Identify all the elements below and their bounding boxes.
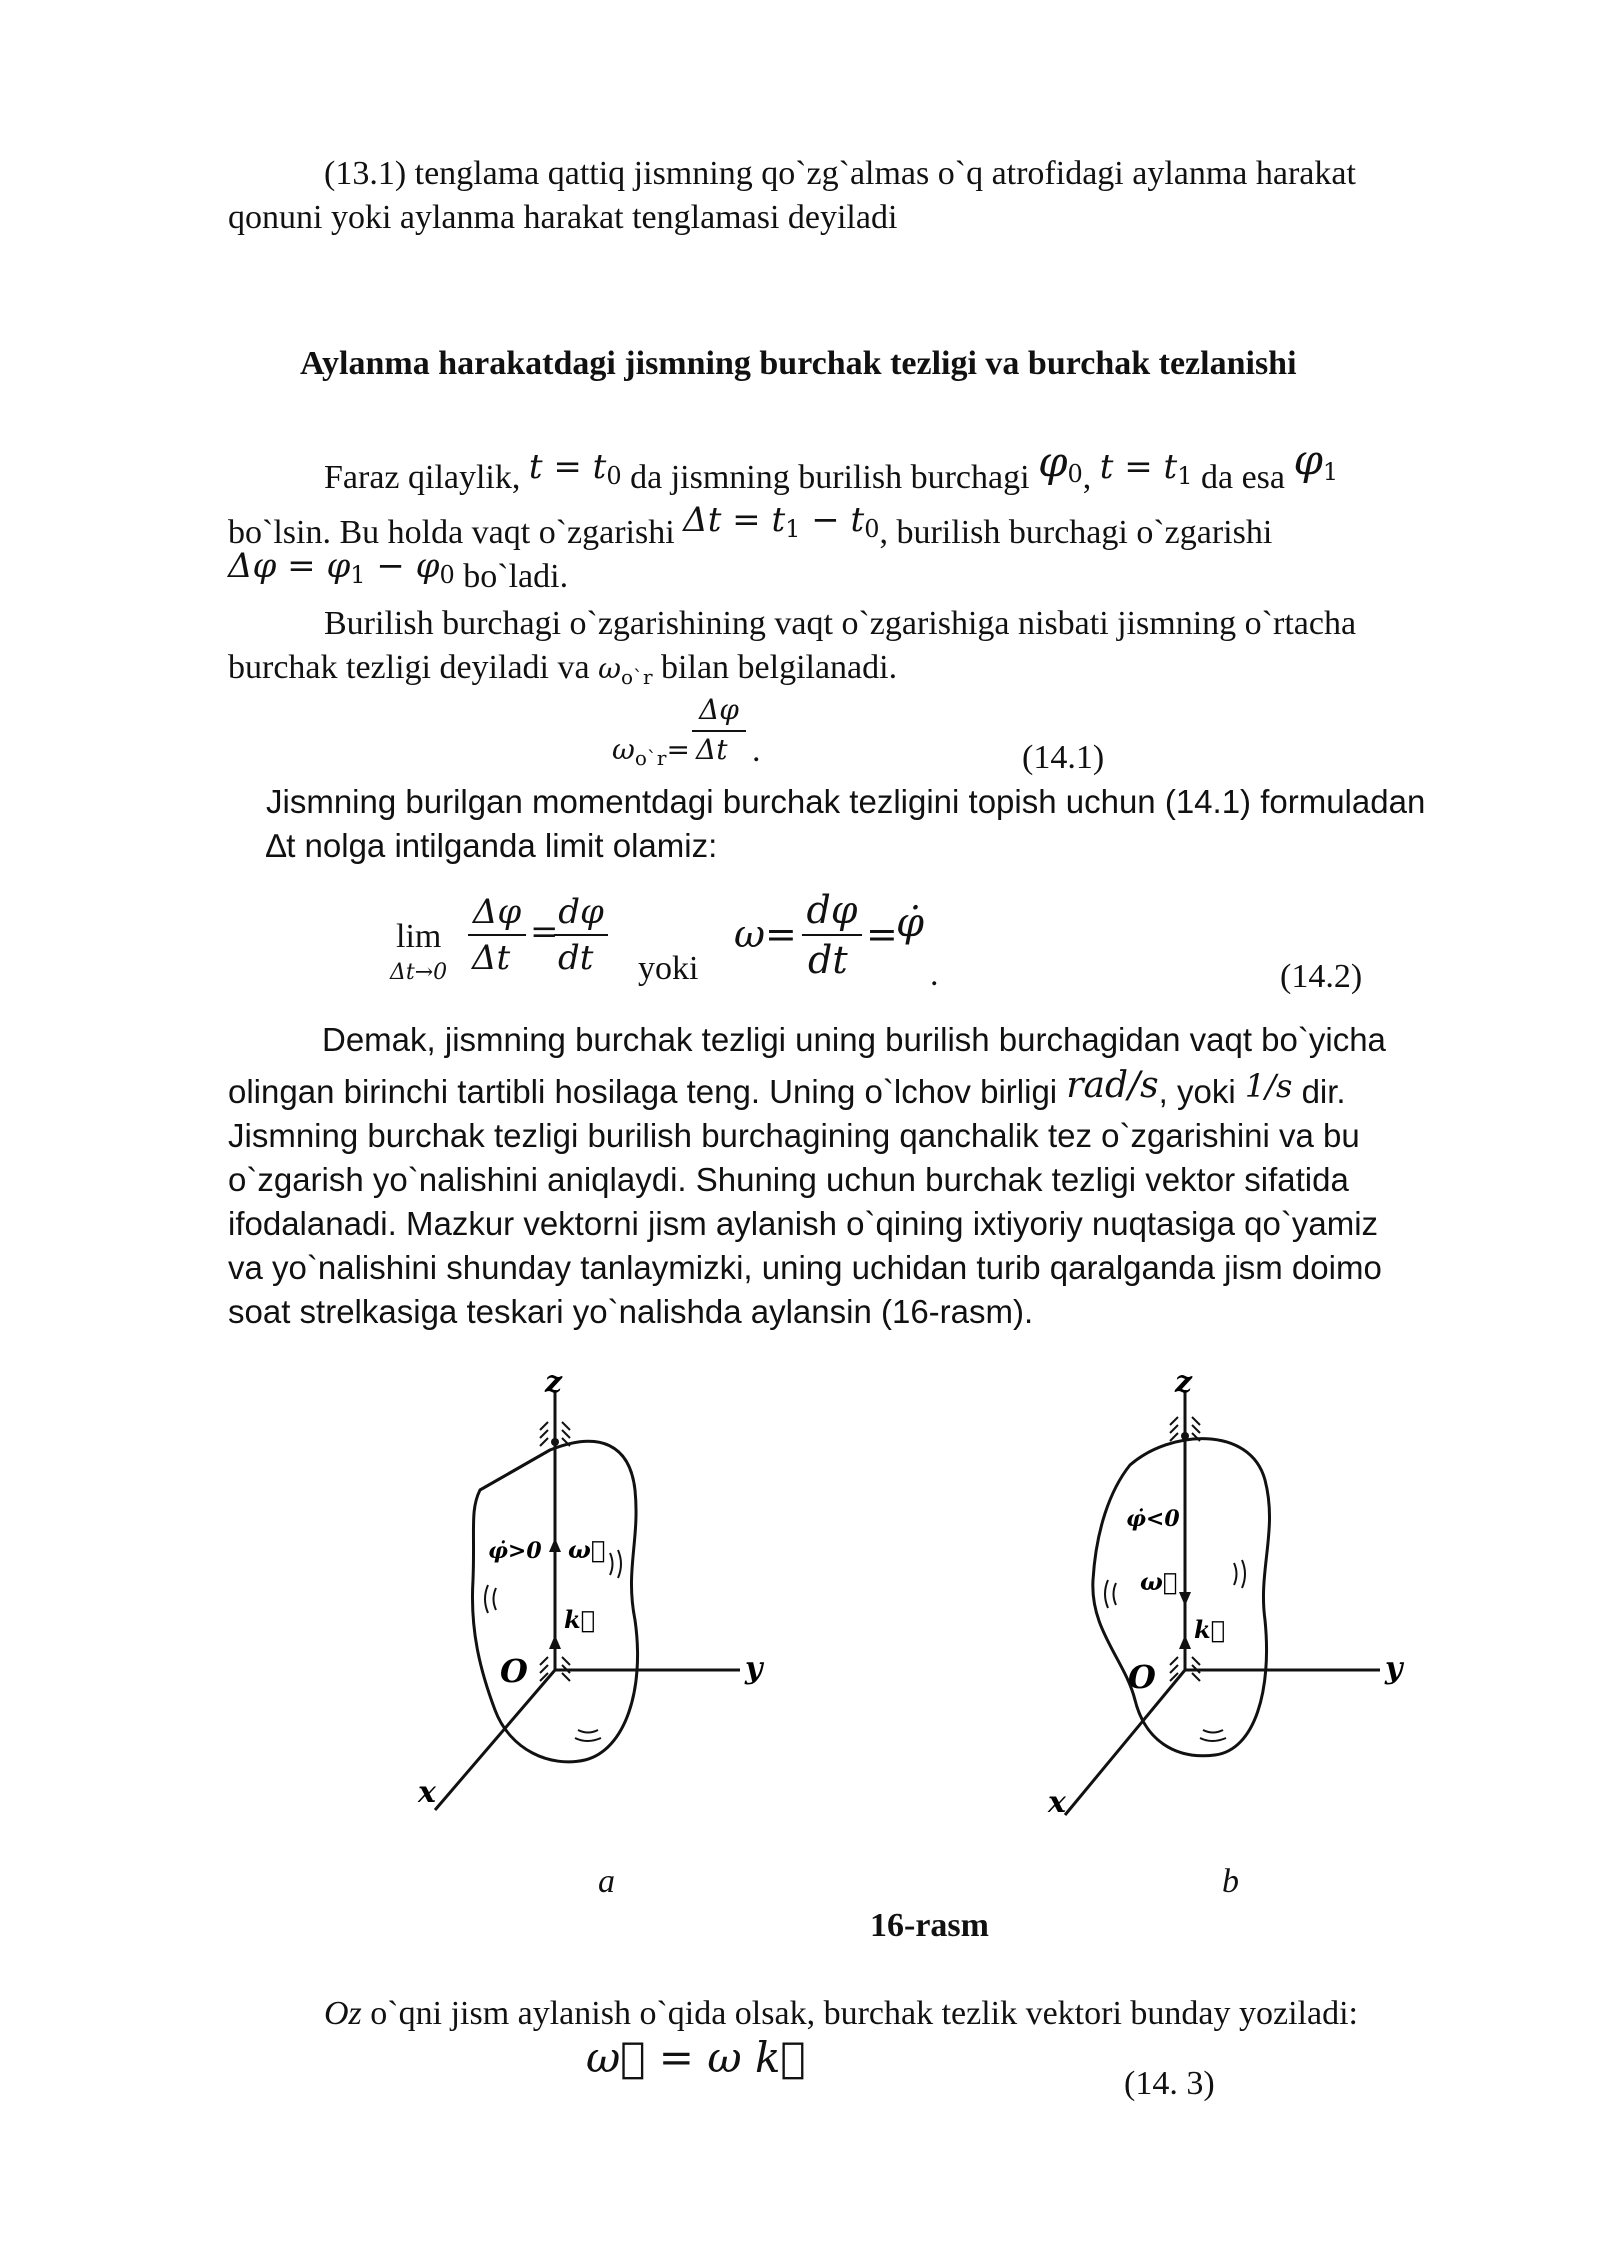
para1-t6: bo`ladi. [463,558,569,595]
eq141-denominator: Δt [696,733,728,766]
unit-1-s: 1/s [1244,1067,1293,1105]
fig-b-omega-label: ω⃗ [1140,1567,1178,1596]
para1-t2: da jismning burilish burchagi [630,459,1030,496]
para2-line2a: burchak tezligi deyiladi va [228,649,590,686]
formula-t-t1: $t = t_1$ [1099,447,1193,490]
eq141-numerator: Δφ [692,690,746,732]
equation-14-3: ω⃗ = ω k⃗ [586,2033,806,2082]
para1-t1: Faraz qilaylik, [324,459,521,496]
intro-paragraph [228,152,1488,196]
para1-t4: bo`lsin. Bu holda vaqt o`zgarishi [228,514,675,551]
eq142-frac1-den: Δt [472,938,511,978]
para4-line1: Demak, jismning burchak tezligi uning burilish burchagidan vaqt bo`yicha [322,1021,1386,1058]
intro-line2: qonuni yoki aylanma harakat tenglamasi deyiladi [228,199,898,236]
equation-14-1-label: (14.1) [1022,739,1105,776]
eq142-frac1-num: Δφ [468,890,526,936]
fig-b-x-label: x [1048,1785,1066,1820]
fig-b-origin-label: O [1128,1658,1156,1696]
para4-line3: Jismning burchak tezligi burilish burchagining qanchalik tez o`zgarishini va bu [228,1117,1360,1154]
fig-a-phi-condition: φ̇>0 [488,1538,542,1564]
figure-16b [1020,1370,1440,1820]
para5-text: o`qni jism aylanish o`qida olsak, burchak tezlik vektori bunday yoziladi: [361,1995,1358,2032]
para5 [324,1992,1358,2036]
para5-oz: Oz [324,1995,362,2032]
fig-a-k-label: k⃗ [564,1605,596,1634]
para4-line4: o`zgarish yo`nalishini aniqlaydi. Shuning uchun burchak tezligi vektor sifatida [228,1161,1349,1198]
eq142-frac2-den: dt [558,938,594,978]
eq142-lim-sub: Δt→0 [390,960,448,985]
para2-line2b: bilan belgilanadi. [661,649,898,686]
equation-14-2-label: (14.2) [1280,958,1363,995]
para4-line5: ifodalanadi. Mazkur vektorni jism aylanish o`qining ixtiyoriy nuqtasiga qo`yamiz [228,1205,1379,1242]
eq142-lim: lim [396,918,442,955]
para3-line2: ∆t nolga intilganda limit olamiz: [266,827,718,864]
fig-a-omega-label: ω⃗ [568,1535,606,1564]
para2-line1: Burilish burchagi o`zgarishining vaqt o`zgarishiga nisbati jismning o`rtacha [324,605,1357,642]
eq142-phi-dot: φ̇ [896,900,925,946]
fig-b-y-label: y [1385,1651,1403,1686]
figure-b-caption: b [1222,1863,1239,1900]
para4-line2a: olingan birinchi tartibli hosilaga teng. Uning o`lchov birligi [228,1073,1058,1110]
fig-a-z-label: z [545,1370,563,1400]
para4-line2 [228,1065,1346,1114]
equation-14-3-label: (14. 3) [1124,2065,1215,2102]
eq141-lhs: $\omega_{o`r}=$ [612,733,690,770]
eq142-frac2-num: dφ [554,890,608,936]
figure-16a [400,1370,800,1820]
section-heading: Aylanma harakatdagi jismning burchak tezligi va burchak tezlanishi [300,345,1297,382]
fig-a-origin-label: O [500,1652,528,1690]
para4-line2b: , yoki [1158,1073,1236,1110]
para4-line2c: dir. [1301,1073,1346,1110]
para1-t5: , burilish burchagi o`zgarishi [879,514,1273,551]
figure-a-caption: a [598,1863,615,1900]
intro-line1: (13.1) tenglama qattiq jismning qo`zg`almas o`q atrofidagi aylanma harakat [324,155,1356,192]
fig-b-phi-condition: φ̇<0 [1126,1506,1180,1532]
para2-line2 [228,646,897,699]
formula-phi0: $\varphi_0$ [1038,437,1083,488]
para1-line3 [228,546,569,607]
para4-line7: soat strelkasiga teskari yo`nalishda aylansin (16-rasm). [228,1293,1034,1330]
eq142-frac3-num: dφ [802,886,862,936]
fig-b-z-label: z [1175,1370,1193,1400]
eq142-yoki: yoki [638,950,699,987]
formula-t-t0: $t = t_0$ [528,447,622,490]
para4-line6: va yo`nalishini shunday tanlaymizki, uning uchidan turib qaralganda jism doimo [228,1249,1382,1286]
fig-a-x-label: x [418,1775,436,1810]
para1-t3: da esa [1200,459,1285,496]
formula-delta-phi: $\Delta\varphi = \varphi_1 - \varphi_0$ [228,546,455,589]
formula-phi1: $\varphi_1$ [1293,435,1339,486]
para3-line1: Jismning burilgan momentdagi burchak tezligini topish uchun (14.1) formuladan [266,783,1426,820]
fig-b-k-label: k⃗ [1194,1615,1226,1644]
unit-rad-s: rad/s [1066,1065,1159,1106]
formula-delta-t: $\Delta t = t_1 - t_0$ [683,500,880,543]
omega-avg-symbol: $\omega_{o`r}$ [598,652,653,689]
figure-caption: 16-rasm [870,1907,989,1944]
eq142-frac3-den: dt [808,938,848,982]
equation-14-2: lim Δt→0 Δφ Δt = dφ dt yoki ω= dφ dt = φ̇ . [390,888,939,993]
para1-line1: Faraz qilaylik, $t = t_0$ da jismning burilish burchagi $\varphi_0$, $t = t_1$ da esa $\varphi_1$ [324,435,1339,496]
fig-a-y-label: y [745,1651,763,1686]
